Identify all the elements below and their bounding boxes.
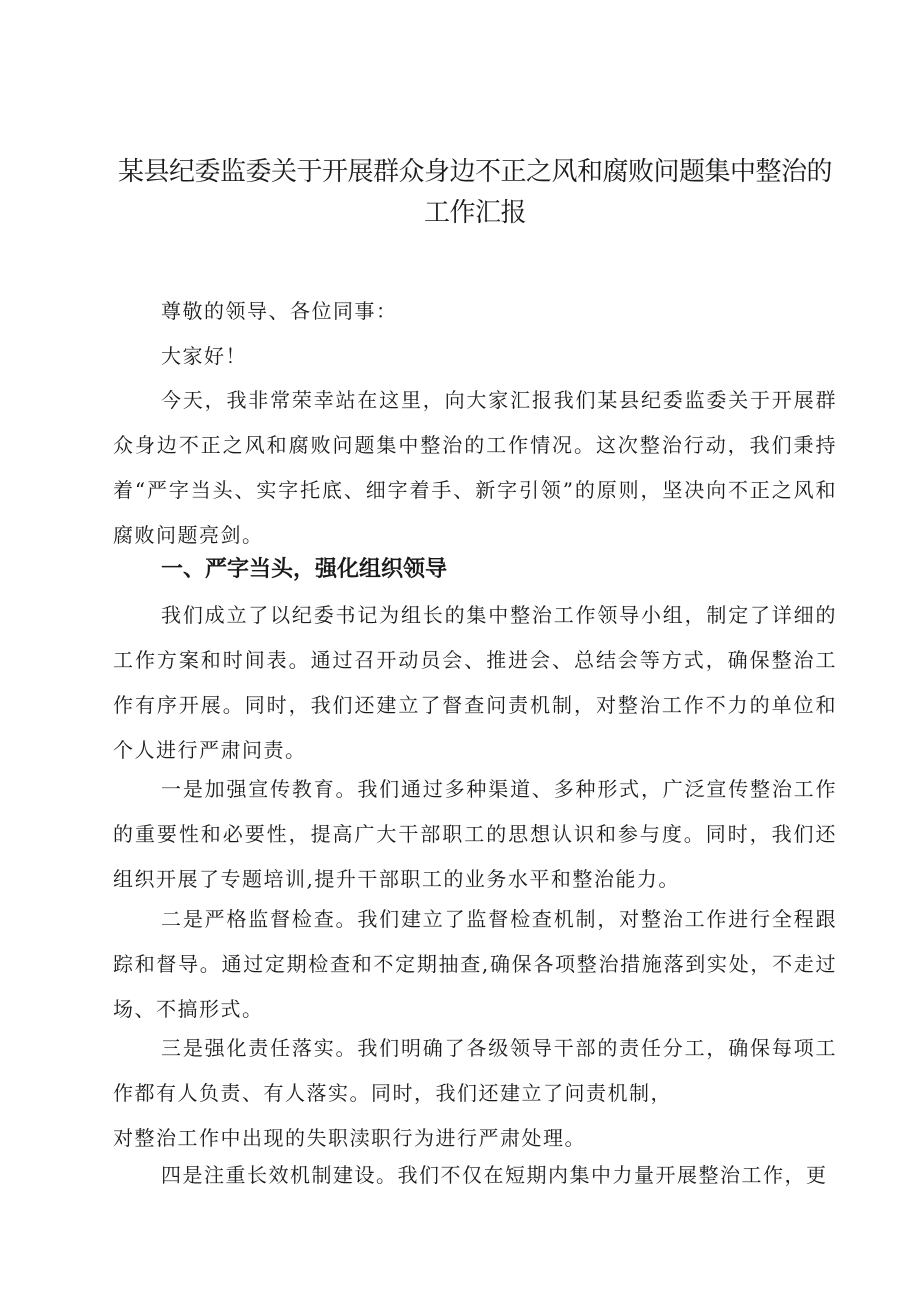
document-title: 某县纪委监委关于开展群众身边不正之风和腐败问题集中整治的工作汇报: [117, 157, 832, 228]
greeting: 大家好！: [161, 344, 247, 368]
point-2-paragraph: 二是严格监督检查。我们建立了监督检查机制，对整治工作进行全程跟踪和督导。通过定期检查和不定期抽查,确保各项整治措施落到实处，不走过场、不搞形式。: [113, 907, 837, 1021]
point-1-paragraph: 一是加强宣传教育。我们通过多种渠道、多种形式，广泛宣传整治工作的重要性和必要性，提高广大干部职工的思想认识和参与度。同时，我们还组织开展了专题培训,提升干部职工的业务水平和整治能力。: [113, 777, 837, 891]
point-3-text: 三是强化责任落实。我们明确了各级领导干部的责任分工，确保每项工作都有人负责、有人落实。同时，我们还建立了问责机制，: [113, 1036, 837, 1105]
section1-paragraph: 我们成立了以纪委书记为组长的集中整治工作领导小组，制定了详细的工作方案和时间表。通过召开动员会、推进会、总结会等方式，确保整治工作有序开展。同时，我们还建立了督查问责机制，对整治工作不力的单位和个人进行严肃问责。: [113, 603, 837, 762]
point-3-paragraph: [113, 1026, 837, 1161]
point-3-continuation: 对整治工作中出现的失职渎职行为进行严肃处理。: [113, 1126, 586, 1150]
point-4-paragraph: 四是注重长效机制建设。我们不仅在短期内集中力量开展整治工作，更: [161, 1163, 828, 1187]
intro-paragraph: 今天，我非常荣幸站在这里，向大家汇报我们某县纪委监委关于开展群众身边不正之风和腐败问题集中整治的工作情况。这次整治行动，我们秉持着“严字当头、实字托底、细字着手、新字引领”的原则，坚决向不正之风和腐败问题亮剑。: [113, 388, 837, 547]
salutation: 尊敬的领导、各位同事：: [161, 299, 398, 323]
section-heading-1: 一、严字当头，强化组织领导: [161, 557, 448, 582]
